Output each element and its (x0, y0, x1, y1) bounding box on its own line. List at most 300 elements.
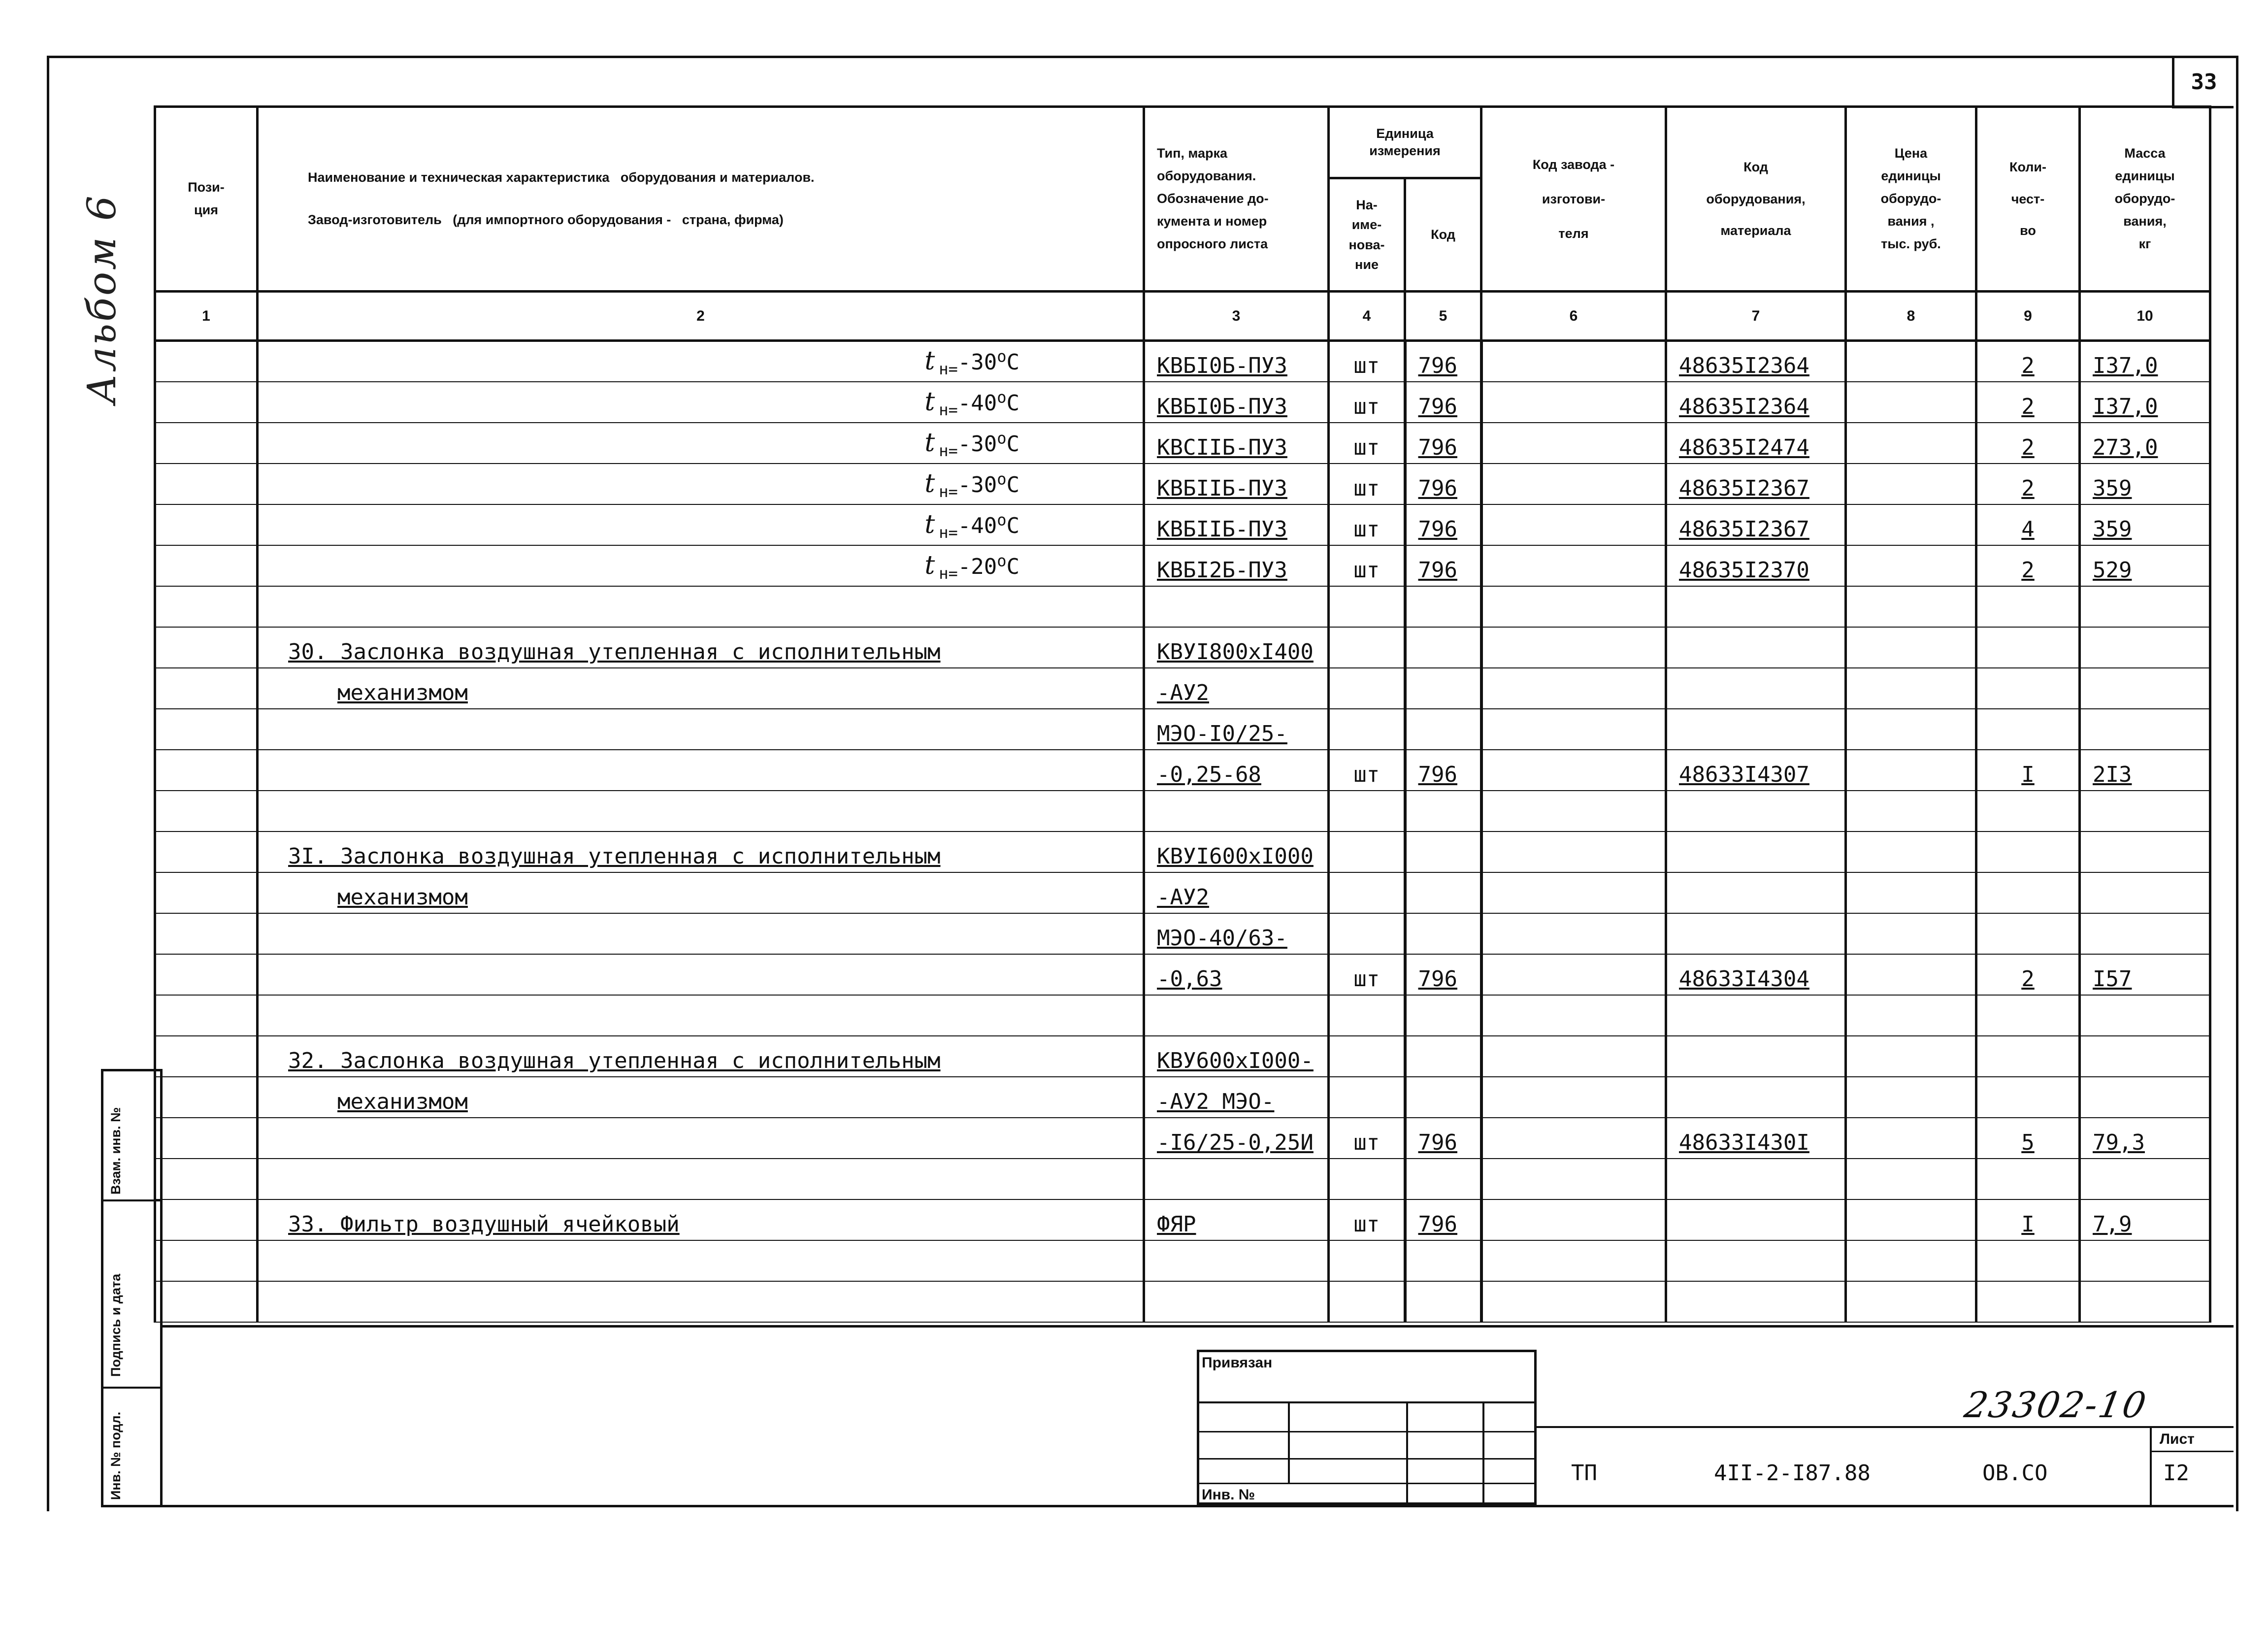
cell-type (1144, 791, 1329, 831)
side-stamp (101, 1069, 163, 1507)
cell-unit-name: шт (1329, 545, 1405, 586)
binding-vline-1 (1288, 1401, 1290, 1483)
cell-name: 33. Фильтр воздушный ячейковый (258, 1199, 1144, 1240)
cell-unit-code (1405, 586, 1481, 627)
cell-price (1846, 913, 1976, 954)
cell-unit-name (1329, 791, 1405, 831)
cell-price (1846, 627, 1976, 668)
cell-material-code (1666, 627, 1846, 668)
side-label-inv-podl: Инв. № подл. (108, 1411, 123, 1500)
cell-mass (2080, 586, 2210, 627)
cell-mass: 79,3 (2080, 1118, 2210, 1159)
degree-symbol: o (997, 469, 1007, 489)
table-row (155, 464, 2210, 504)
cell-unit-code: 796 (1405, 504, 1481, 545)
title-tp: ТП (1571, 1461, 1597, 1486)
cell-quantity (1976, 1077, 2080, 1118)
cell-position (155, 831, 258, 872)
cell-mass: I57 (2080, 954, 2210, 995)
cell-price (1846, 504, 1976, 545)
cell-mass (2080, 872, 2210, 913)
table-row (155, 586, 2210, 627)
cell-type (1144, 1281, 1329, 1322)
celsius-unit: C (1006, 513, 1019, 538)
cell-mass (2080, 627, 2210, 668)
cell-type (1144, 1159, 1329, 1199)
header-factory-code: Код завода - изготови- теля (1481, 107, 1666, 292)
table-row (155, 831, 2210, 872)
cell-material-code: 48635I2367 (1666, 504, 1846, 545)
cell-unit-name: шт (1329, 954, 1405, 995)
table-body (155, 341, 2210, 1322)
cell-quantity: 2 (1976, 382, 2080, 423)
cell-mass (2080, 1240, 2210, 1281)
binding-line-3 (1197, 1458, 1537, 1460)
header-position: Пози- ция (155, 107, 258, 292)
table-row (155, 750, 2210, 791)
column-number: 4 (1329, 292, 1405, 341)
cell-unit-code (1405, 1159, 1481, 1199)
table-row (155, 627, 2210, 668)
cell-name: 32. Заслонка воздушная утепленная с исполнительным (258, 1036, 1144, 1077)
cell-mass (2080, 1077, 2210, 1118)
cell-name (258, 1118, 1144, 1159)
cell-factory-code (1481, 831, 1666, 872)
cell-name-temperature (258, 545, 1144, 586)
cell-price (1846, 831, 1976, 872)
cell-name (258, 913, 1144, 954)
cell-price (1846, 1199, 1976, 1240)
table-row (155, 1281, 2210, 1322)
cell-unit-code (1405, 1281, 1481, 1322)
cell-name-temperature (258, 504, 1144, 545)
header-unit-code: Код (1405, 178, 1481, 292)
cell-name: 30. Заслонка воздушная утепленная с исполнительным (258, 627, 1144, 668)
temperature-value: -30 (957, 431, 997, 457)
header-quantity: Коли- чест- во (1976, 107, 2080, 292)
cell-factory-code (1481, 464, 1666, 504)
binding-vline-2 (1406, 1401, 1408, 1505)
header-name-line1: Наименование и техническая характеристика оборудования и материалов. (308, 170, 815, 185)
cell-type (1144, 586, 1329, 627)
cell-material-code: 48635I2364 (1666, 341, 1846, 382)
celsius-unit: C (1006, 349, 1019, 375)
cell-price (1846, 586, 1976, 627)
cell-material-code (1666, 791, 1846, 831)
cell-position (155, 464, 258, 504)
cell-price (1846, 791, 1976, 831)
binding-label: Привязан (1202, 1355, 1273, 1371)
cell-position (155, 750, 258, 791)
cell-unit-name: шт (1329, 504, 1405, 545)
cell-factory-code (1481, 423, 1666, 464)
cell-quantity (1976, 1240, 2080, 1281)
title-section: ОВ.СО (1982, 1461, 2048, 1486)
cell-material-code: 48633I4304 (1666, 954, 1846, 995)
degree-symbol: o (997, 510, 1007, 530)
cell-mass: 359 (2080, 464, 2210, 504)
cell-unit-code (1405, 709, 1481, 750)
cell-material-code (1666, 668, 1846, 709)
cell-material-code (1666, 995, 1846, 1036)
header-mass: Масса единицы оборудо- вания, кг (2080, 107, 2210, 292)
cell-quantity: 2 (1976, 464, 2080, 504)
temperature-subscript: н= (939, 523, 958, 542)
cell-unit-code (1405, 995, 1481, 1036)
cell-position (155, 586, 258, 627)
cell-unit-code (1405, 872, 1481, 913)
cell-price (1846, 423, 1976, 464)
cell-price (1846, 1281, 1976, 1322)
header-price: Цена единицы оборудо- вания , тыс. руб. (1846, 107, 1976, 292)
cell-unit-name (1329, 1281, 1405, 1322)
cell-material-code (1666, 1199, 1846, 1240)
cell-quantity (1976, 1159, 2080, 1199)
celsius-unit: C (1006, 390, 1019, 416)
cell-quantity (1976, 791, 2080, 831)
cell-type: -АУ2 (1144, 872, 1329, 913)
table-row (155, 341, 2210, 382)
cell-price (1846, 1036, 1976, 1077)
cell-price (1846, 668, 1976, 709)
cell-material-code: 48633I4307 (1666, 750, 1846, 791)
cell-quantity: I (1976, 750, 2080, 791)
cell-type: КВБIIБ-ПУЗ (1144, 504, 1329, 545)
cell-type: КВУI800xI400 (1144, 627, 1329, 668)
cell-name (258, 586, 1144, 627)
cell-price (1846, 995, 1976, 1036)
cell-name: механизмом (258, 1077, 1144, 1118)
binding-line-4 (1197, 1483, 1537, 1484)
cell-material-code: 48633I430I (1666, 1118, 1846, 1159)
cell-factory-code (1481, 791, 1666, 831)
cell-unit-name (1329, 995, 1405, 1036)
cell-factory-code (1481, 1281, 1666, 1322)
celsius-unit: C (1006, 472, 1019, 498)
cell-unit-name (1329, 1159, 1405, 1199)
binding-line-2 (1197, 1431, 1537, 1432)
table-row (155, 1159, 2210, 1199)
cell-type: КВБIIБ-ПУЗ (1144, 464, 1329, 504)
table-row (155, 423, 2210, 464)
cell-quantity (1976, 831, 2080, 872)
cell-quantity (1976, 872, 2080, 913)
cell-name (258, 1159, 1144, 1199)
cell-price (1846, 750, 1976, 791)
cell-position (155, 1118, 258, 1159)
cell-quantity: 2 (1976, 954, 2080, 995)
cell-mass: 2I3 (2080, 750, 2210, 791)
cell-quantity: 2 (1976, 341, 2080, 382)
cell-quantity (1976, 586, 2080, 627)
temperature-value: -20 (957, 554, 997, 579)
side-label-vzam: Взам. инв. № (108, 1107, 123, 1195)
table-row (155, 954, 2210, 995)
cell-unit-name: шт (1329, 1118, 1405, 1159)
cell-type: КВБI0Б-ПУЗ (1144, 382, 1329, 423)
temperature-subscript: н= (939, 359, 958, 378)
header-name (258, 107, 1144, 292)
cell-unit-code: 796 (1405, 1199, 1481, 1240)
cell-mass: 359 (2080, 504, 2210, 545)
cell-unit-code: 796 (1405, 382, 1481, 423)
column-number: 7 (1666, 292, 1846, 341)
cell-unit-code: 796 (1405, 464, 1481, 504)
cell-quantity: 4 (1976, 504, 2080, 545)
cell-type: КВУ600xI000- (1144, 1036, 1329, 1077)
cell-name (258, 750, 1144, 791)
cell-unit-code: 796 (1405, 954, 1481, 995)
degree-symbol: o (997, 347, 1007, 366)
cell-factory-code (1481, 954, 1666, 995)
cell-mass: 529 (2080, 545, 2210, 586)
cell-factory-code (1481, 1036, 1666, 1077)
cell-quantity (1976, 1281, 2080, 1322)
side-label-podpis: Подпись и дата (108, 1273, 123, 1377)
corner-sheet-number: 33 (2172, 58, 2234, 108)
column-number: 5 (1405, 292, 1481, 341)
cell-factory-code (1481, 382, 1666, 423)
table-row (155, 668, 2210, 709)
cell-mass: I37,0 (2080, 382, 2210, 423)
cell-factory-code (1481, 913, 1666, 954)
cell-unit-code: 796 (1405, 1118, 1481, 1159)
cell-position (155, 1199, 258, 1240)
cell-position (155, 668, 258, 709)
temperature-value: -40 (957, 513, 997, 538)
cell-material-code (1666, 1036, 1846, 1077)
cell-type (1144, 1240, 1329, 1281)
cell-position (155, 1281, 258, 1322)
cell-unit-name (1329, 872, 1405, 913)
cell-unit-name: шт (1329, 382, 1405, 423)
binding-stamp (1197, 1350, 1537, 1505)
cell-unit-code (1405, 1036, 1481, 1077)
cell-material-code (1666, 709, 1846, 750)
cell-mass (2080, 995, 2210, 1036)
cell-price (1846, 382, 1976, 423)
temperature-subscript: н= (939, 441, 958, 460)
cell-name (258, 1240, 1144, 1281)
cell-type: МЭО-I0/25- (1144, 709, 1329, 750)
cell-factory-code (1481, 709, 1666, 750)
cell-position (155, 341, 258, 382)
cell-unit-name (1329, 1036, 1405, 1077)
cell-material-code (1666, 1159, 1846, 1199)
table-row (155, 709, 2210, 750)
bottom-edge (163, 1505, 2234, 1507)
cell-unit-code (1405, 627, 1481, 668)
cell-position (155, 1077, 258, 1118)
cell-quantity (1976, 913, 2080, 954)
cell-unit-code: 796 (1405, 423, 1481, 464)
cell-position (155, 382, 258, 423)
cell-name: 3I. Заслонка воздушная утепленная с исполнительным (258, 831, 1144, 872)
cell-factory-code (1481, 504, 1666, 545)
cell-type: -АУ2 (1144, 668, 1329, 709)
cell-unit-code (1405, 831, 1481, 872)
bottom-border (163, 1325, 2234, 1328)
temperature-value: -30 (957, 349, 997, 375)
cell-position (155, 504, 258, 545)
cell-factory-code (1481, 872, 1666, 913)
cell-price (1846, 545, 1976, 586)
celsius-unit: C (1006, 554, 1019, 579)
cell-position (155, 913, 258, 954)
binding-vline-3 (1482, 1401, 1484, 1505)
cell-unit-name (1329, 1240, 1405, 1281)
temperature-value: -40 (957, 390, 997, 416)
cell-factory-code (1481, 1159, 1666, 1199)
cell-position (155, 1159, 258, 1199)
cell-factory-code (1481, 995, 1666, 1036)
cell-quantity: 2 (1976, 423, 2080, 464)
cell-factory-code (1481, 1077, 1666, 1118)
cell-type: -I6/25-0,25И (1144, 1118, 1329, 1159)
cell-mass (2080, 1036, 2210, 1077)
cell-material-code (1666, 872, 1846, 913)
temperature-symbol: t (924, 550, 935, 580)
cell-mass: 273,0 (2080, 423, 2210, 464)
cell-factory-code (1481, 1240, 1666, 1281)
cell-quantity (1976, 1036, 2080, 1077)
title-sheet-hline (2150, 1451, 2234, 1452)
column-number-row (155, 292, 2210, 341)
binding-line-1 (1197, 1401, 1537, 1403)
table-row (155, 1118, 2210, 1159)
cell-unit-code (1405, 668, 1481, 709)
celsius-unit: C (1006, 431, 1019, 457)
cell-type: КВСIIБ-ПУЗ (1144, 423, 1329, 464)
column-number: 8 (1846, 292, 1976, 341)
cell-material-code (1666, 831, 1846, 872)
column-number: 2 (258, 292, 1144, 341)
cell-position (155, 1240, 258, 1281)
cell-unit-code: 796 (1405, 545, 1481, 586)
cell-price (1846, 1118, 1976, 1159)
cell-material-code (1666, 1240, 1846, 1281)
title-project-number: 4II-2-I87.88 (1714, 1461, 1871, 1486)
cell-type: ФЯР (1144, 1199, 1329, 1240)
cell-price (1846, 464, 1976, 504)
table-row (155, 545, 2210, 586)
cell-price (1846, 341, 1976, 382)
cell-unit-name: шт (1329, 423, 1405, 464)
cell-unit-name (1329, 913, 1405, 954)
cell-name: механизмом (258, 872, 1144, 913)
cell-unit-name: шт (1329, 750, 1405, 791)
cell-mass (2080, 791, 2210, 831)
degree-symbol: o (997, 388, 1007, 407)
cell-position (155, 627, 258, 668)
cell-factory-code (1481, 586, 1666, 627)
cell-name (258, 1281, 1144, 1322)
temperature-symbol: t (924, 428, 935, 458)
table-row (155, 1077, 2210, 1118)
cell-material-code (1666, 913, 1846, 954)
cell-type: КВУI600xI000 (1144, 831, 1329, 872)
cell-unit-code: 796 (1405, 750, 1481, 791)
cell-position (155, 423, 258, 464)
cell-factory-code (1481, 1199, 1666, 1240)
title-sheet-number: I2 (2163, 1461, 2189, 1486)
degree-symbol: o (997, 551, 1007, 570)
cell-name (258, 954, 1144, 995)
cell-quantity (1976, 995, 2080, 1036)
table-row (155, 382, 2210, 423)
cell-price (1846, 709, 1976, 750)
cell-type: КВБI0Б-ПУЗ (1144, 341, 1329, 382)
cell-mass (2080, 913, 2210, 954)
table-row (155, 995, 2210, 1036)
specification-table (154, 105, 2211, 1323)
cell-price (1846, 1240, 1976, 1281)
cell-name-temperature (258, 341, 1144, 382)
cell-name-temperature (258, 423, 1144, 464)
cell-material-code (1666, 586, 1846, 627)
title-sheet-vline (2150, 1426, 2152, 1507)
cell-factory-code (1481, 341, 1666, 382)
header-unit-name: На- име- нова- ние (1329, 178, 1405, 292)
cell-position (155, 995, 258, 1036)
cell-factory-code (1481, 668, 1666, 709)
cell-name: механизмом (258, 668, 1144, 709)
cell-name-temperature (258, 464, 1144, 504)
handwritten-doc-number: 23302-10 (1961, 1384, 2151, 1426)
column-number: 10 (2080, 292, 2210, 341)
cell-price (1846, 1159, 1976, 1199)
cell-unit-name (1329, 1077, 1405, 1118)
table-row (155, 504, 2210, 545)
inv-number-label: Инв. № (1202, 1487, 1255, 1503)
cell-material-code (1666, 1077, 1846, 1118)
temperature-value: -30 (957, 472, 997, 498)
cell-factory-code (1481, 750, 1666, 791)
cell-name-temperature (258, 382, 1144, 423)
header-name-line2: Завод-изготовитель (для импортного оборудования - страна, фирма) (308, 212, 784, 227)
cell-factory-code (1481, 1118, 1666, 1159)
temperature-symbol: t (924, 509, 935, 539)
cell-name (258, 791, 1144, 831)
cell-position (155, 1036, 258, 1077)
cell-position (155, 791, 258, 831)
cell-mass (2080, 831, 2210, 872)
cell-quantity: 2 (1976, 545, 2080, 586)
cell-quantity (1976, 668, 2080, 709)
cell-position (155, 954, 258, 995)
table-row (155, 872, 2210, 913)
temperature-subscript: н= (939, 400, 958, 419)
cell-factory-code (1481, 545, 1666, 586)
cell-material-code: 48635I2367 (1666, 464, 1846, 504)
table-row (155, 913, 2210, 954)
cell-unit-name: шт (1329, 1199, 1405, 1240)
cell-type: МЭО-40/63- (1144, 913, 1329, 954)
table-row (155, 791, 2210, 831)
cell-type: -0,25-68 (1144, 750, 1329, 791)
cell-price (1846, 1077, 1976, 1118)
cell-material-code: 48635I2474 (1666, 423, 1846, 464)
cell-unit-code: 796 (1405, 341, 1481, 382)
cell-mass (2080, 1281, 2210, 1322)
cell-price (1846, 872, 1976, 913)
table-row (155, 1036, 2210, 1077)
cell-unit-code (1405, 913, 1481, 954)
cell-unit-code (1405, 791, 1481, 831)
column-number: 9 (1976, 292, 2080, 341)
table-row (155, 1199, 2210, 1240)
cell-position (155, 709, 258, 750)
